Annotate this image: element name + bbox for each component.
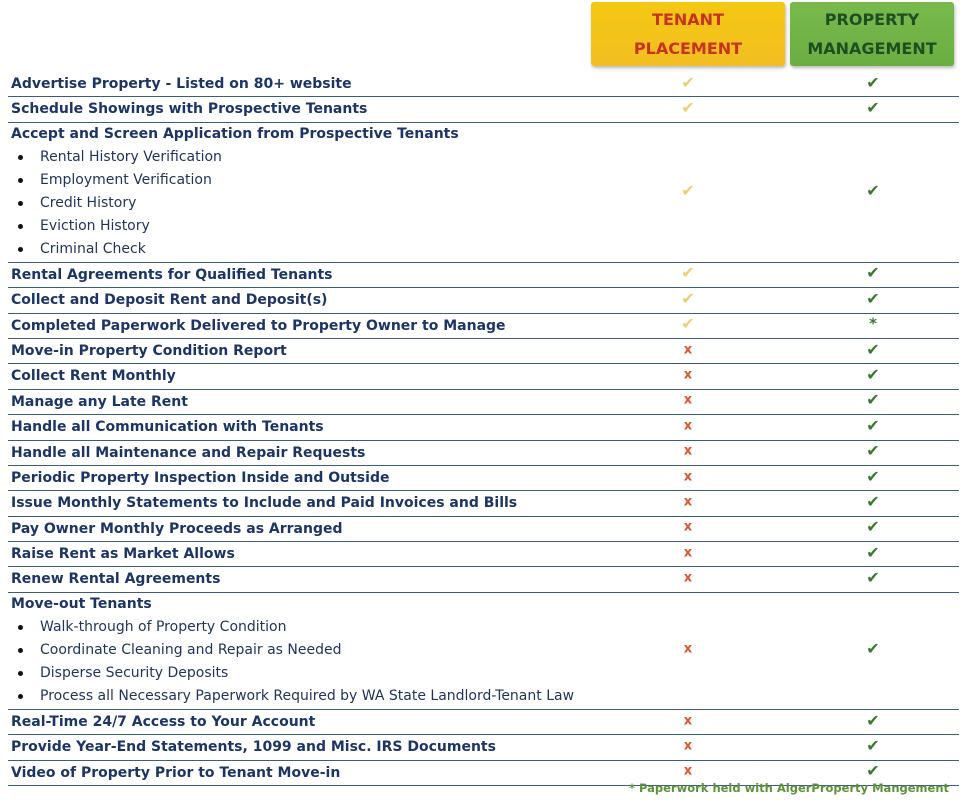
management-check-icon: ✔ bbox=[866, 639, 880, 659]
table-row bbox=[8, 390, 959, 415]
row-label: Manage any Late Rent bbox=[11, 393, 188, 410]
management-check-icon: ✔ bbox=[866, 441, 880, 461]
footnote: * Paperwork held with AlgerProperty Mangement bbox=[629, 781, 950, 795]
sub-item bbox=[8, 616, 574, 639]
property-management-header-line-1: PROPERTY bbox=[824, 10, 920, 29]
table-row bbox=[8, 542, 959, 567]
sub-item bbox=[8, 146, 222, 169]
sub-item-list bbox=[8, 146, 222, 261]
bullet-icon bbox=[18, 224, 23, 229]
sub-item-text: Coordinate Cleaning and Repair as Needed bbox=[40, 641, 342, 658]
row-label: Pay Owner Monthly Proceeds as Arranged bbox=[11, 520, 343, 537]
row-label: Raise Rent as Market Allows bbox=[11, 546, 235, 563]
management-check-icon: ✔ bbox=[866, 542, 880, 562]
bullet-icon bbox=[18, 671, 23, 676]
sub-item-text: Process all Necessary Paperwork Required by WA State Landlord-Tenant Law bbox=[40, 687, 575, 704]
tenant-check-icon: ✔ bbox=[681, 98, 695, 118]
sub-item bbox=[8, 169, 222, 192]
management-check-icon: ✔ bbox=[866, 339, 880, 359]
sub-item bbox=[8, 238, 222, 261]
tenant-cross-icon: x bbox=[683, 392, 693, 408]
table-row bbox=[8, 593, 959, 710]
table-row bbox=[8, 415, 959, 440]
table-row bbox=[8, 710, 959, 735]
property-management-header bbox=[790, 2, 954, 66]
management-check-icon: ✔ bbox=[866, 517, 880, 537]
row-label: Handle all Communication with Tenants bbox=[11, 419, 324, 436]
sub-item-text: Disperse Security Deposits bbox=[40, 664, 229, 681]
row-label: Move-out Tenants bbox=[11, 595, 152, 612]
row-label: Renew Rental Agreements bbox=[11, 571, 221, 588]
table-row bbox=[8, 314, 959, 339]
row-label: Completed Paperwork Delivered to Property Owner to Manage bbox=[11, 317, 506, 334]
sub-item-text: Eviction History bbox=[40, 217, 150, 234]
tenant-cross-icon: x bbox=[683, 738, 693, 754]
table-row bbox=[8, 97, 959, 122]
sub-item bbox=[8, 639, 574, 662]
sub-item bbox=[8, 215, 222, 238]
row-label: Real-Time 24/7 Access to Your Account bbox=[11, 713, 316, 730]
tenant-cross-icon: x bbox=[683, 519, 693, 535]
bullet-icon bbox=[18, 247, 23, 252]
table-row bbox=[8, 263, 959, 288]
management-check-icon: ✔ bbox=[866, 568, 880, 588]
bullet-icon bbox=[18, 155, 23, 160]
management-check-icon: ✔ bbox=[866, 491, 880, 511]
sub-item-text: Employment Verification bbox=[40, 171, 212, 188]
row-label: Collect Rent Monthly bbox=[11, 368, 176, 385]
tenant-check-icon: ✔ bbox=[681, 72, 695, 92]
table-row bbox=[8, 288, 959, 313]
row-label: Handle all Maintenance and Repair Requests bbox=[11, 444, 366, 461]
tenant-cross-icon: x bbox=[683, 641, 693, 657]
table-row bbox=[8, 339, 959, 364]
table-row bbox=[8, 735, 959, 760]
management-check-icon: ✔ bbox=[866, 710, 880, 730]
tenant-cross-icon: x bbox=[683, 418, 693, 434]
tenant-check-icon: ✔ bbox=[681, 263, 695, 283]
sub-item-text: Criminal Check bbox=[40, 240, 146, 257]
table-row bbox=[8, 364, 959, 389]
row-label: Rental Agreements for Qualified Tenants bbox=[11, 266, 333, 283]
row-label: Issue Monthly Statements to Include and Paid Invoices and Bills bbox=[11, 495, 518, 512]
management-check-icon: ✔ bbox=[866, 263, 880, 283]
tenant-cross-icon: x bbox=[683, 443, 693, 459]
table-row bbox=[8, 123, 959, 263]
table-row bbox=[8, 517, 959, 542]
tenant-cross-icon: x bbox=[683, 342, 693, 358]
table-row bbox=[8, 567, 959, 592]
tenant-cross-icon: x bbox=[683, 763, 693, 779]
row-label: Schedule Showings with Prospective Tenants bbox=[11, 101, 368, 118]
sub-item-text: Rental History Verification bbox=[40, 148, 222, 165]
sub-item-list bbox=[8, 616, 574, 708]
management-asterisk-icon: * bbox=[869, 314, 877, 333]
tenant-cross-icon: x bbox=[683, 545, 693, 561]
row-label: Advertise Property - Listed on 80+ website bbox=[11, 76, 352, 92]
management-check-icon: ✔ bbox=[866, 415, 880, 435]
management-check-icon: ✔ bbox=[866, 466, 880, 486]
sub-item-text: Credit History bbox=[40, 194, 137, 211]
management-check-icon: ✔ bbox=[866, 365, 880, 385]
tenant-cross-icon: x bbox=[683, 469, 693, 485]
tenant-cross-icon: x bbox=[683, 570, 693, 586]
tenant-cross-icon: x bbox=[683, 367, 693, 383]
bullet-icon bbox=[18, 648, 23, 653]
bullet-icon bbox=[18, 694, 23, 699]
row-label: Accept and Screen Application from Prospective Tenants bbox=[11, 125, 459, 142]
tenant-placement-header bbox=[591, 2, 785, 66]
sub-item-text: Walk-through of Property Condition bbox=[40, 618, 287, 635]
property-management-header-line-2: MANAGEMENT bbox=[807, 39, 937, 58]
sub-item bbox=[8, 685, 574, 708]
management-check-icon: ✔ bbox=[866, 288, 880, 308]
sub-item bbox=[8, 192, 222, 215]
row-label: Collect and Deposit Rent and Deposit(s) bbox=[11, 292, 328, 309]
tenant-placement-header-line-1: TENANT bbox=[652, 10, 724, 29]
row-label: Provide Year-End Statements, 1099 and Misc. IRS Documents bbox=[11, 739, 496, 756]
bullet-icon bbox=[18, 625, 23, 630]
management-check-icon: ✔ bbox=[866, 180, 880, 200]
management-check-icon: ✔ bbox=[866, 72, 880, 92]
row-label: Video of Property Prior to Tenant Move-in bbox=[11, 764, 341, 781]
tenant-check-icon: ✔ bbox=[681, 288, 695, 308]
tenant-check-icon: ✔ bbox=[681, 180, 695, 200]
table-row bbox=[8, 466, 959, 491]
management-check-icon: ✔ bbox=[866, 98, 880, 118]
row-label: Move-in Property Condition Report bbox=[11, 342, 287, 359]
management-check-icon: ✔ bbox=[866, 390, 880, 410]
tenant-check-icon: ✔ bbox=[681, 314, 695, 334]
tenant-cross-icon: x bbox=[683, 713, 693, 729]
management-check-icon: ✔ bbox=[866, 761, 880, 781]
bullet-icon bbox=[18, 201, 23, 206]
service-comparison-table bbox=[8, 72, 959, 786]
tenant-placement-header-line-2: PLACEMENT bbox=[633, 39, 743, 58]
bullet-icon bbox=[18, 178, 23, 183]
tenant-cross-icon: x bbox=[683, 494, 693, 510]
table-row bbox=[8, 441, 959, 466]
table-row bbox=[8, 72, 959, 97]
row-label: Periodic Property Inspection Inside and Outside bbox=[11, 469, 390, 486]
management-check-icon: ✔ bbox=[866, 735, 880, 755]
table-row bbox=[8, 491, 959, 516]
sub-item bbox=[8, 662, 574, 685]
